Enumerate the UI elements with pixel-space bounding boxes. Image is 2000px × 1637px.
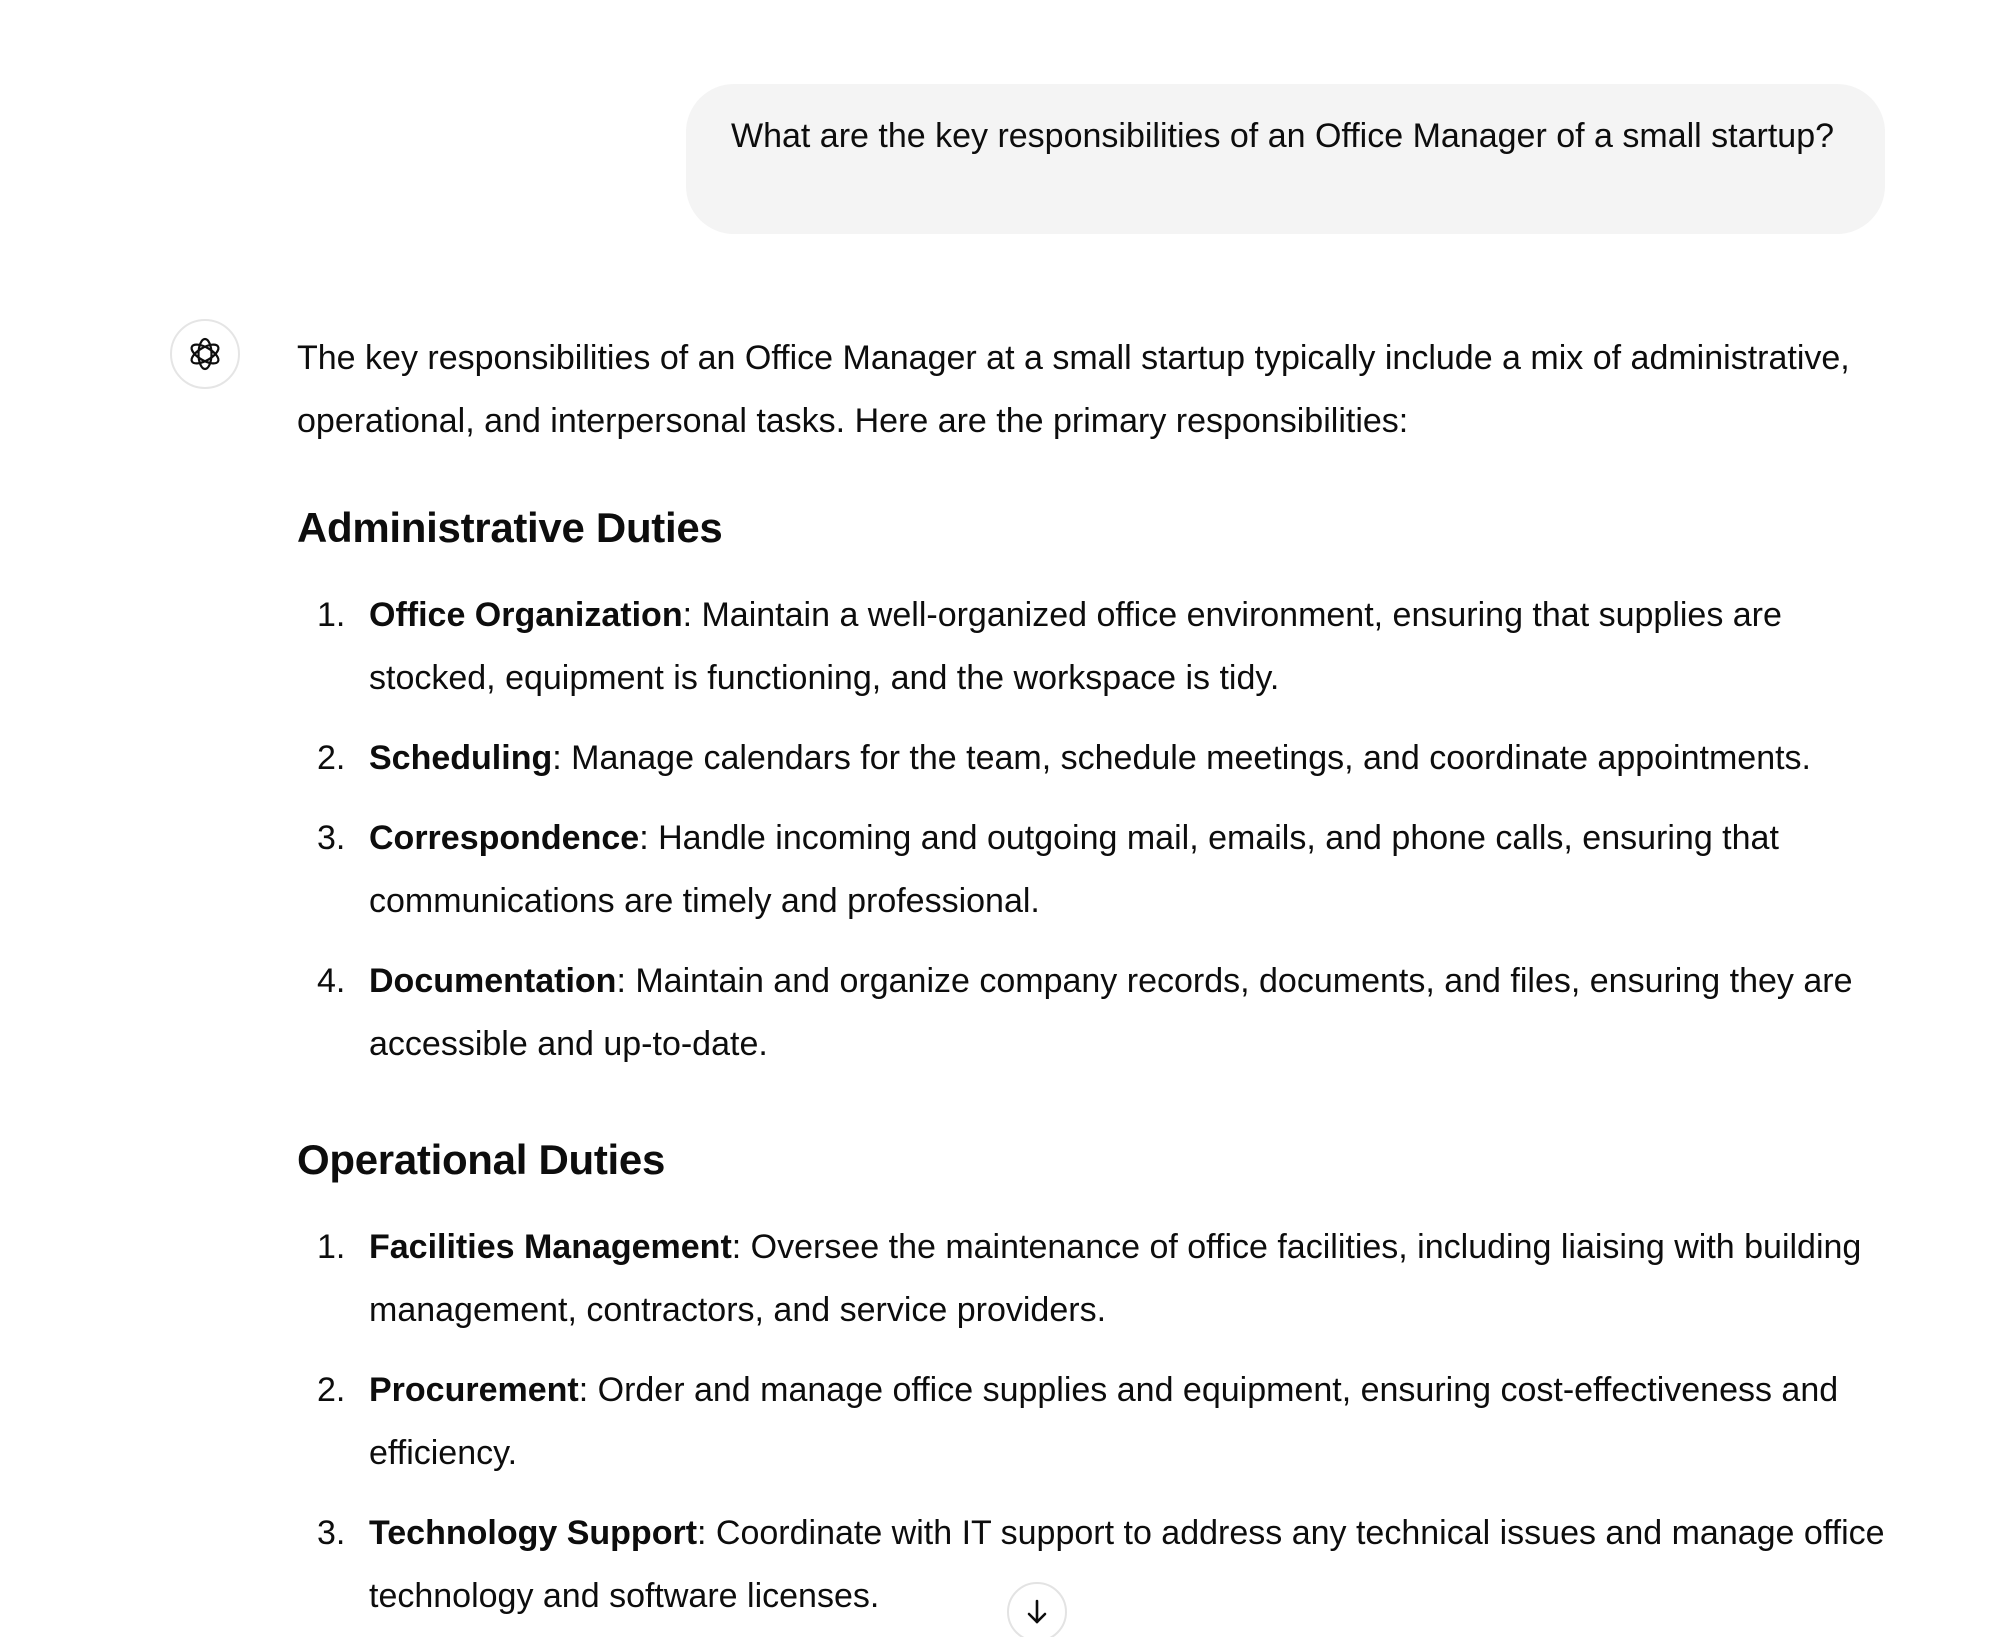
list-term: Technology Support — [369, 1514, 698, 1552]
list-description: : Coordinate with IT support to address any technical issues and manage office technology and software licenses. — [369, 1514, 1885, 1615]
assistant-avatar — [170, 319, 240, 389]
list-number: 1. — [317, 1228, 346, 1266]
list-item — [297, 1502, 1897, 1628]
section-heading-administrative: Administrative Duties — [297, 504, 723, 551]
arrow-down-icon — [1021, 1596, 1053, 1628]
list-number: 2. — [317, 1371, 346, 1409]
list-item — [297, 584, 1897, 710]
list-description: : Manage calendars for the team, schedule meetings, and coordinate appointments. — [552, 739, 1811, 777]
scroll-to-bottom-button[interactable] — [1007, 1582, 1067, 1637]
section-heading-operational: Operational Duties — [297, 1136, 666, 1183]
list-item — [297, 950, 1897, 1076]
list-item — [297, 727, 1897, 790]
openai-logo-icon — [185, 334, 225, 374]
user-message-bubble — [686, 84, 1885, 234]
list-term: Office Organization — [369, 596, 683, 634]
list-number: 3. — [317, 1514, 346, 1552]
list-term: Correspondence — [369, 819, 640, 857]
assistant-message — [297, 327, 1897, 1637]
list-number: 3. — [317, 819, 346, 857]
list-item — [297, 807, 1897, 933]
list-description: : Oversee the maintenance of office facilities, including liaising with building management, contractors, and service providers. — [369, 1228, 1862, 1329]
operational-duties-list — [297, 1216, 1897, 1628]
list-number: 1. — [317, 596, 346, 634]
assistant-intro: The key responsibilities of an Office Manager at a small startup typically include a mix of administrative, operational, and interpersonal tasks. Here are the primary responsibilities: — [297, 339, 1850, 440]
list-number: 2. — [317, 739, 346, 777]
list-term: Facilities Management — [369, 1228, 732, 1266]
list-description: : Order and manage office supplies and equipment, ensuring cost-effectiveness and efficiency. — [369, 1371, 1839, 1472]
administrative-duties-list — [297, 584, 1897, 1076]
list-item — [297, 1359, 1897, 1485]
list-term: Scheduling — [369, 739, 553, 777]
user-message-text: What are the key responsibilities of an Office Manager of a small startup? — [731, 117, 1835, 155]
list-description: : Maintain a well-organized office environment, ensuring that supplies are stocked, equipment is functioning, and the workspace is tidy. — [369, 596, 1782, 697]
list-term: Documentation — [369, 962, 617, 1000]
list-description: : Maintain and organize company records, documents, and files, ensuring they are accessible and up-to-date. — [369, 962, 1853, 1063]
list-description: : Handle incoming and outgoing mail, emails, and phone calls, ensuring that communications are timely and professional. — [369, 819, 1779, 920]
list-item — [297, 1216, 1897, 1342]
list-number: 4. — [317, 962, 346, 1000]
list-term: Procurement — [369, 1371, 579, 1409]
